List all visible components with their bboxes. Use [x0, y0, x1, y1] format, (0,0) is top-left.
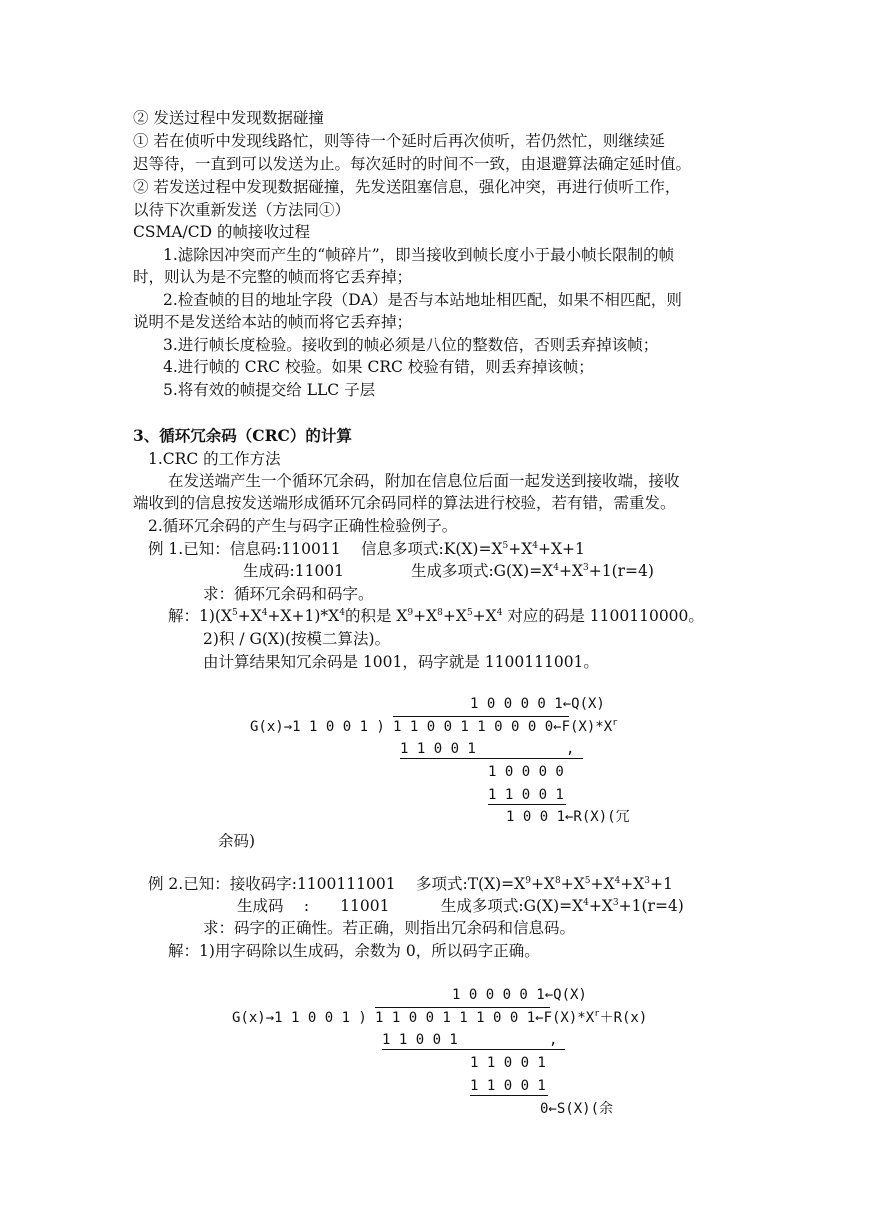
- text-line: 1.滤除因冲突而产生的“帧碎片”，即当接收到帧长度小于最小帧长限制的帧: [163, 246, 675, 264]
- text-line: ② 若发送过程中发现数据碰撞，先发送阻塞信息，强化冲突，再进行侦听工作，: [133, 178, 681, 196]
- example2-solution-1: 解：1)用字码除以生成码，余数为 0，所以码字正确。: [168, 942, 540, 960]
- example1-solution-3: 由计算结果知冗余码是 1001，码字就是 1100111001。: [203, 653, 599, 671]
- text-line: 5.将有效的帧提交给 LLC 子层: [163, 381, 376, 399]
- division1-tail: 余码): [218, 832, 256, 850]
- text-line: 在发送端产生一个循环冗余码，附加在信息位后面一起发送到接收端，接收: [168, 472, 680, 490]
- text-line: 端收到的信息按发送端形成循环冗余码同样的算法进行校验，若有错，需重发。: [133, 494, 676, 512]
- text-line: 时，则认为是不完整的帧而将它丢弃掉；: [133, 268, 413, 286]
- example1-solution-2: 2)积 / G(X)(按模二算法)。: [203, 630, 391, 648]
- example1-ask: 求：循环冗余码和码字。: [203, 585, 374, 603]
- division2-dividend: 1 1 0 0 1 1 1 0 0 $1\leftarrow F(X)*X^r+R(x)$: [375, 1009, 648, 1026]
- example1-generator: 生成码:11001 生成多项式$:G(X)=X^4+X^3+1(r=4)$: [243, 562, 654, 580]
- text-line: 2.检查帧的目的地址字段（DA）是否与本站地址相匹配，如果不相匹配，则: [163, 291, 682, 309]
- division2-comma: ,: [549, 1032, 558, 1048]
- division2-subtract-2: 1 1 0 0 1: [470, 1078, 546, 1094]
- section-title: CSMA/CD 的帧接收过程: [133, 223, 310, 241]
- division2-rule-1: [382, 1049, 565, 1050]
- division1-remainder-1: 1 0 0 0 0: [488, 764, 564, 780]
- division1-rule-2: [488, 804, 566, 805]
- division2-remainder-1: 1 1 0 0 1: [470, 1055, 546, 1071]
- text-line: 说明不是发送给本站的帧而将它丢弃掉；: [133, 313, 413, 331]
- text-line: 迟等待，一直到可以发送为止。每次延时的时间不一致，由退避算法确定延时值。: [133, 155, 692, 173]
- division1-rule-1: [400, 758, 583, 759]
- division2-subtract-1: 1 1 0 0 1: [382, 1032, 458, 1048]
- example2-generator: 生成码 : 11001 生成多项式$:G(X)=X^4+X^3+1(r=4)$: [237, 897, 684, 915]
- example2-given: 例 2.已知：接收码字:1100111001 多项式$:T(X)=X^9+X^8+X^5+X^4+X^3+1$: [148, 875, 673, 893]
- division1-comma: ,: [566, 741, 575, 757]
- division1-subtract-2: 1 1 0 0 1: [488, 787, 564, 803]
- section-heading: 3、循环冗余码（CRC）的计算: [133, 426, 352, 445]
- example1-solution-1: 解：$1)(X^5+X^4+X+1)*X^4$的积是 $X^9+X^8+X^5+X^4$ 对应的码是 1100110000。: [168, 607, 704, 625]
- text-line: 以待下次重新发送（方法同①）: [133, 201, 351, 219]
- division1-quotient: 1 0 0 0 0 1←Q(X): [470, 696, 605, 712]
- division1-remainder: 1 0 0 1←R(X)(冗: [506, 809, 630, 825]
- division2-rule-2: [470, 1095, 548, 1096]
- example2-ask: 求：码字的正确性。若正确，则指出冗余码和信息码。: [203, 919, 576, 937]
- example1-given: 例 1.已知：信息码:110011 信息多项式$:K(X)=X^5+X^4+X+1$: [148, 540, 585, 558]
- subheading: 1.CRC 的工作方法: [148, 450, 281, 468]
- text-line: 4.进行帧的 CRC 校验。如果 CRC 校验有错，则丢弃掉该帧；: [163, 358, 594, 376]
- division2-remainder: 0←S(X)(余: [540, 1101, 614, 1117]
- text-line: ① 若在侦听中发现线路忙，则等待一个延时后再次侦听，若仍然忙，则继续延: [133, 132, 665, 150]
- text-line: 3.进行帧长度检验。接收到的帧必须是八位的整数倍，否则丢弃掉该帧；: [163, 336, 659, 354]
- subheading: 2.循环冗余码的产生与码字正确性检验例子。: [148, 517, 458, 535]
- text-line: ② 发送过程中发现数据碰撞: [133, 109, 324, 127]
- division1-divisor: G(x)→1 1 0 0 1 ): [250, 719, 385, 735]
- division1-subtract-1: 1 1 0 0 1: [400, 741, 476, 757]
- division2-quotient: 1 0 0 0 0 1←Q(X): [452, 987, 587, 1003]
- division1-dividend: 1 1 0 0 1 1 0 0 0 $0\leftarrow F(X)*X^r$: [393, 718, 618, 735]
- division2-divisor: G(x)→1 1 0 0 1 ): [232, 1010, 367, 1026]
